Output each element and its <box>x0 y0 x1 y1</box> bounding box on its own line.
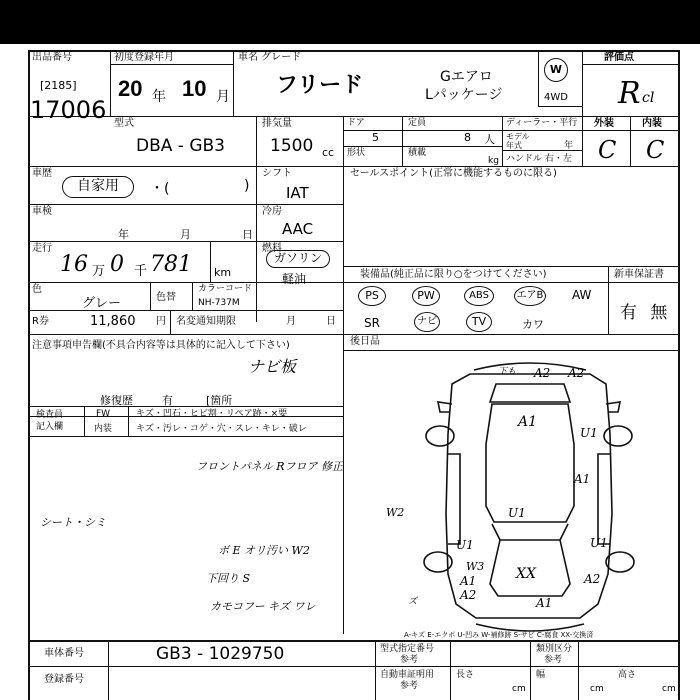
color-label: 色 <box>32 284 42 295</box>
color-code-label: カラーコード <box>198 284 253 294</box>
mileage-unit: km <box>214 266 232 279</box>
points-label: セールスポイント(正常に機能するものに限る) <box>350 168 557 179</box>
fw-text: キズ・凹石・ヒビ割・リペア跡・×要 <box>136 409 288 419</box>
insp-day: 日 <box>242 228 253 241</box>
displacement-label: 排気量 <box>262 118 292 129</box>
recycle-value: 11,860 <box>90 314 136 329</box>
shift-label: シフト <box>262 168 292 179</box>
repair-place: [箇所 <box>206 394 233 407</box>
model-year-label: 年式 <box>506 141 522 150</box>
equip-label: 装備品(純正品に限り○をつけてください) <box>360 269 547 280</box>
height-unit: cm <box>662 684 676 694</box>
hand-note-3: ボ E オリ汚い W2 <box>218 544 310 557</box>
mark-bottom-note: ズ <box>408 597 418 607</box>
fuel-selected: ガソリン <box>266 250 330 268</box>
capacity-value: 8 <box>464 131 471 144</box>
exterior-label: 外装 <box>594 118 614 129</box>
interior-label: 内装 <box>642 118 662 129</box>
dealer-label: ディーラー・平行 <box>506 118 578 128</box>
class-label: 類別区分 <box>536 644 573 654</box>
equip-airbag: エアB <box>514 286 546 306</box>
repair-label: 修復歴 <box>100 394 133 407</box>
color-change-label: 色替 <box>156 292 176 303</box>
width-unit: cm <box>590 684 604 694</box>
load-label: 積載 <box>408 148 427 158</box>
warranty-label: 新車保証書 <box>614 269 664 280</box>
capacity-unit: 人 <box>484 133 495 146</box>
year-unit: 年 <box>152 89 166 105</box>
type-value: DBA - GB3 <box>136 136 225 156</box>
length-label: 長さ <box>456 670 475 680</box>
fuel-label: 燃料 <box>262 243 282 254</box>
recycle-unit: 円 <box>156 316 166 327</box>
year-small: 年 <box>564 141 574 151</box>
score-value: R <box>618 76 641 111</box>
mark-u1-mid: U1 <box>508 506 526 520</box>
mark-a2-front: A2 <box>460 588 477 602</box>
first-reg-year: 20 <box>118 76 143 101</box>
shape-label: 形状 <box>347 148 366 158</box>
tax-day: 日 <box>326 316 336 327</box>
grade-line1: Gエアロ <box>440 69 493 85</box>
history-label: 車歴 <box>32 168 52 179</box>
notes-hand: ナビ板 <box>248 357 297 376</box>
mileage-man: 万 <box>92 264 106 279</box>
vin-label: 車体番号 <box>44 648 84 659</box>
lot-number: 17006 <box>30 96 107 124</box>
door-value: 5 <box>372 131 379 144</box>
inspector-label2: 記入欄 <box>36 422 64 432</box>
history-close: ) <box>244 178 250 194</box>
warranty-value: 有 無 <box>620 303 672 323</box>
mark-w3: W3 <box>466 560 485 573</box>
drive-label: 4WD <box>544 92 568 103</box>
cert-sub: 参考 <box>400 655 419 665</box>
tax-month: 月 <box>286 316 296 327</box>
int-text: キズ・汚レ・コゲ・穴・スレ・キレ・破レ <box>136 424 307 434</box>
mark-a1-right: A1 <box>574 472 591 486</box>
score-label: 評価点 <box>604 52 634 63</box>
vin-value: GB3 - 1029750 <box>156 644 285 664</box>
ac-label: 冷房 <box>262 206 282 217</box>
cert-label: 型式指定番号 <box>380 644 435 654</box>
mark-a1-left: A1 <box>460 574 477 588</box>
equip-abs: ABS <box>464 286 494 306</box>
car-cert-sub: 参考 <box>400 681 419 691</box>
mileage-2: 0 <box>110 252 124 277</box>
shift-value: IAT <box>286 184 309 202</box>
mileage-sen: 千 <box>134 264 148 279</box>
int-label: 内装 <box>94 424 113 434</box>
load-unit: kg <box>488 156 499 166</box>
car-name: フリード <box>276 72 364 97</box>
fw-label: FW <box>96 409 111 419</box>
mark-a1-front: A1 <box>536 596 553 610</box>
auction-sheet <box>0 44 700 700</box>
notes-label: 注意事項申告欄(不具合内容等は具体的に記入して下さい) <box>32 340 290 351</box>
hand-note-2: シート・シミ <box>40 516 106 529</box>
mark-u1-left2: U1 <box>590 536 608 550</box>
hand-note-1: フロントパネル Rフロア 修正 <box>196 460 344 473</box>
mark-a1-roof: A1 <box>518 414 538 430</box>
mark-u1-right: U1 <box>580 426 598 440</box>
mark-w2: W2 <box>386 506 405 519</box>
model-label: モデル <box>506 132 530 141</box>
door-label: ドア <box>347 118 365 128</box>
name-label: 車名 グレード <box>238 52 302 63</box>
equip-navi: ナビ <box>414 312 440 332</box>
ac-value: AAC <box>282 220 314 238</box>
mark-u1-left: U1 <box>456 538 474 552</box>
equip-pw: PW <box>412 286 440 306</box>
car-cert-label: 自動車証明用 <box>380 670 435 680</box>
color-code-value: NH-737M <box>198 298 240 308</box>
reg-label: 登録番号 <box>44 674 84 685</box>
equip-tv: TV <box>466 312 492 332</box>
lot-sub: [2185] <box>40 79 77 92</box>
displacement-value: 1500 <box>270 136 314 156</box>
mileage-3: 781 <box>150 252 192 277</box>
diagram-legend: A-キズ E-エクボ U-凹み W-補修跡 S-サビ C-腐食 XX-交換済 <box>404 631 594 639</box>
handle-label: ハンドル 右・左 <box>506 154 572 164</box>
after-label: 後日品 <box>350 336 380 347</box>
drive-circle: W <box>544 58 568 82</box>
type-label: 型式 <box>114 118 134 129</box>
hand-note-4: 下回り S <box>206 572 251 585</box>
mileage-1: 16 <box>60 252 88 277</box>
recycle-label: R券 <box>32 316 49 327</box>
insp-year: 年 <box>118 228 129 241</box>
mark-xx: XX <box>516 566 536 582</box>
length-unit: cm <box>512 684 526 694</box>
color-value: グレー <box>82 296 122 311</box>
equip-sr: SR <box>364 316 380 330</box>
inspector-label1: 検査員 <box>36 410 64 420</box>
displacement-unit: cc <box>322 146 335 159</box>
equip-aw: AW <box>572 288 592 302</box>
mileage-label: 走行 <box>32 243 52 254</box>
class-sub: 参考 <box>544 655 563 665</box>
mark-a2-top2: A2 <box>568 366 585 380</box>
interior-value: C <box>646 136 665 164</box>
month-unit: 月 <box>216 89 230 105</box>
car-diagram <box>0 44 700 700</box>
fuel-other: 軽油 <box>282 272 307 286</box>
mark-a2-top: A2 <box>534 366 551 380</box>
equip-ps: PS <box>358 286 386 306</box>
mark-a2-right: A2 <box>584 572 601 586</box>
grade-line2: Lパッケージ <box>425 87 503 103</box>
first-reg-month: 10 <box>182 76 207 101</box>
inspection-label: 車検 <box>32 206 52 217</box>
history-rest: ・( <box>150 181 170 197</box>
height-label: 高さ <box>618 670 637 680</box>
capacity-label: 定員 <box>408 118 427 128</box>
width-label: 幅 <box>536 670 546 680</box>
tax-label: 名変通知期限 <box>176 316 236 327</box>
hand-note-5: カモコフー キズ ワレ <box>210 600 316 613</box>
insp-month: 月 <box>180 228 191 241</box>
mark-rear-top: 下も <box>498 367 517 377</box>
lot-label: 出品番号 <box>32 52 72 63</box>
exterior-value: C <box>598 136 617 164</box>
score-suffix: cl <box>642 90 655 106</box>
history-value: 自家用 <box>62 176 134 198</box>
first-reg-label: 初度登録年月 <box>114 52 174 63</box>
repair-value: 有 <box>162 394 173 407</box>
equip-leather: カワ <box>522 318 544 331</box>
